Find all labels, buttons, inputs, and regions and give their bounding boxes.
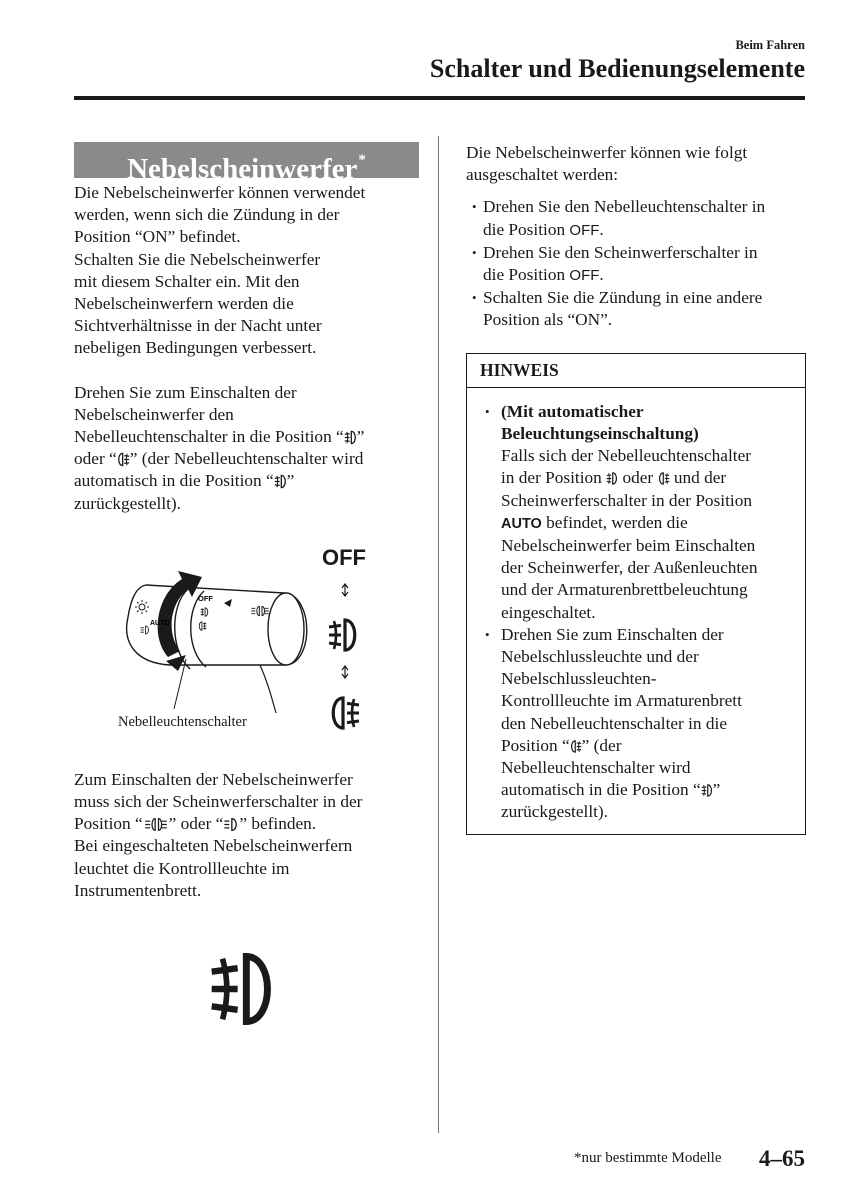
fog-indicator-light-icon bbox=[205, 950, 279, 1028]
headlight-requirement-paragraph bbox=[74, 769, 419, 902]
text-line: automatisch in die Position “ bbox=[501, 780, 701, 800]
text-line: ” bbox=[356, 427, 365, 447]
section-title: Schalter und Bedienungselemente bbox=[429, 54, 805, 83]
text-line: ” (der bbox=[581, 735, 622, 755]
chapter-label: Beim Fahren bbox=[735, 38, 805, 52]
topic-heading bbox=[74, 142, 419, 185]
text-line: nebeligen Bedingungen verbessert. bbox=[74, 338, 317, 358]
text-line: Position “ bbox=[74, 814, 143, 834]
text-line: Die Nebelscheinwerfer können wie folgt bbox=[466, 143, 748, 162]
text-line: zurückgestellt). bbox=[501, 802, 609, 822]
text-line: ” oder “ bbox=[168, 814, 224, 834]
text-line: eingeschaltet. bbox=[501, 602, 596, 622]
text-line: Sichtverhältnisse in der Nacht unter bbox=[74, 316, 322, 336]
text-line: oder “ bbox=[74, 449, 117, 469]
note-item bbox=[481, 401, 795, 624]
text-line: Instrumentenbrett. bbox=[74, 880, 202, 900]
left-column bbox=[74, 142, 419, 902]
text-line: und der bbox=[669, 468, 727, 488]
switch-off-intro bbox=[466, 142, 806, 186]
optional-equipment-mark: * bbox=[358, 152, 366, 168]
header-rule bbox=[74, 96, 805, 100]
switch-instruction-paragraph bbox=[74, 382, 419, 515]
text-line: ausgeschaltet werden: bbox=[466, 165, 619, 185]
column-divider bbox=[438, 136, 439, 1133]
fog-switch-illustration bbox=[74, 533, 419, 753]
text-line: mit diesem Schalter ein. Mit den bbox=[74, 271, 300, 291]
text-line: Die Nebelscheinwerfer können verwendet bbox=[74, 183, 366, 202]
text-line: Position als “ON”. bbox=[483, 310, 613, 330]
text-line: Nebelschlussleuchten- bbox=[501, 669, 657, 689]
front-fog-icon bbox=[344, 430, 357, 445]
text-line: Kontrollleuchte im Armaturenbrett bbox=[501, 691, 742, 711]
text-line: Falls sich der Nebelleuchtenschalter bbox=[501, 446, 752, 466]
text-line: in der Position bbox=[501, 468, 607, 488]
lever-off-label: OFF bbox=[198, 593, 213, 603]
lever-drawing bbox=[74, 533, 419, 733]
note-title: HINWEIS bbox=[467, 354, 805, 388]
text-line: Schalten Sie die Nebelscheinwerfer bbox=[74, 249, 321, 269]
text-line: befindet, werden die bbox=[541, 512, 688, 532]
auto-label: AUTO bbox=[501, 515, 542, 532]
text-line: Drehen Sie den Nebelleuchtenschalter in bbox=[483, 197, 766, 217]
text-line: . bbox=[599, 219, 604, 239]
text-line: Zum Einschalten der Nebelscheinwerfer bbox=[74, 769, 353, 789]
text-line: Nebelleuchtenschalter wird bbox=[501, 758, 691, 778]
list-item bbox=[466, 287, 806, 331]
off-label: OFF bbox=[569, 267, 600, 285]
text-line: der Scheinwerfer, der Außenleuchten bbox=[501, 558, 758, 578]
text-line: ” (der Nebelleuchtenschalter wird bbox=[129, 449, 364, 469]
text-line: die Position bbox=[483, 265, 570, 285]
text-line: die Position bbox=[483, 219, 570, 239]
headlight-icon bbox=[223, 817, 239, 832]
lever-auto-label: AUTO bbox=[150, 619, 170, 627]
rear-fog-icon bbox=[570, 739, 582, 754]
text-line: ” bbox=[286, 471, 295, 491]
text-line: Nebelscheinwerfern werden die bbox=[74, 294, 294, 314]
topic-heading-text: Nebelscheinwerfer bbox=[127, 153, 358, 185]
note-item-heading: Beleuchtungseinschaltung) bbox=[501, 424, 699, 444]
note-item-heading: (Mit automatischer bbox=[501, 401, 644, 421]
note-body bbox=[467, 388, 805, 834]
rear-fog-icon bbox=[658, 471, 670, 486]
note-item bbox=[481, 624, 795, 824]
page-number: 4–65 bbox=[759, 1146, 805, 1171]
note-box bbox=[466, 353, 806, 835]
text-line: Scheinwerferschalter in der Position bbox=[501, 490, 752, 510]
text-line: oder bbox=[618, 468, 658, 488]
switch-off-list bbox=[466, 196, 806, 331]
list-item bbox=[466, 196, 806, 241]
rear-fog-icon bbox=[117, 452, 130, 467]
front-fog-icon bbox=[701, 783, 713, 798]
text-line: Drehen Sie zum Einschalten der bbox=[74, 382, 297, 402]
text-line: und der Armaturenbrettbeleuchtung bbox=[501, 580, 748, 600]
text-line: automatisch in die Position “ bbox=[74, 471, 274, 491]
text-line: Drehen Sie den Scheinwerferschalter in bbox=[483, 242, 758, 262]
text-line: Position “ bbox=[501, 735, 570, 755]
text-line: zurückgestellt). bbox=[74, 493, 182, 513]
text-line: werden, wenn sich die Zündung in der bbox=[74, 205, 340, 225]
text-line: Schalten Sie die Zündung in eine andere bbox=[483, 288, 763, 308]
footnote: *nur bestimmte Modelle bbox=[574, 1150, 722, 1166]
text-line: ” bbox=[712, 780, 721, 800]
right-column bbox=[466, 142, 806, 835]
text-line: muss sich der Scheinwerferschalter in der bbox=[74, 792, 363, 812]
text-line: Position “ON” befindet. bbox=[74, 227, 241, 247]
figure-caption: Nebelleuchtenschalter bbox=[118, 713, 247, 730]
text-line: Drehen Sie zum Einschalten der bbox=[501, 624, 724, 644]
text-line: Nebelscheinwerfer den bbox=[74, 404, 234, 424]
text-line: leuchtet die Kontrollleuchte im bbox=[74, 858, 290, 878]
off-label: OFF bbox=[569, 221, 600, 239]
list-item bbox=[466, 242, 806, 287]
text-line: den Nebelleuchtenschalter in die bbox=[501, 713, 727, 733]
text-line: Nebelschlussleuchte und der bbox=[501, 647, 699, 667]
front-fog-icon bbox=[606, 471, 618, 486]
text-line: Nebelscheinwerfer beim Einschalten bbox=[501, 536, 756, 556]
front-fog-icon bbox=[274, 474, 287, 489]
text-line: . bbox=[599, 265, 604, 285]
text-line: Nebelleuchtenschalter in die Position “ bbox=[74, 427, 344, 447]
intro-paragraph bbox=[74, 182, 419, 360]
side-lamp-icon bbox=[143, 817, 169, 832]
position-off-label: OFF bbox=[322, 544, 366, 570]
text-line: ” befinden. bbox=[239, 814, 317, 834]
text-line: Bei eingeschalteten Nebelscheinwerfern bbox=[74, 836, 353, 856]
